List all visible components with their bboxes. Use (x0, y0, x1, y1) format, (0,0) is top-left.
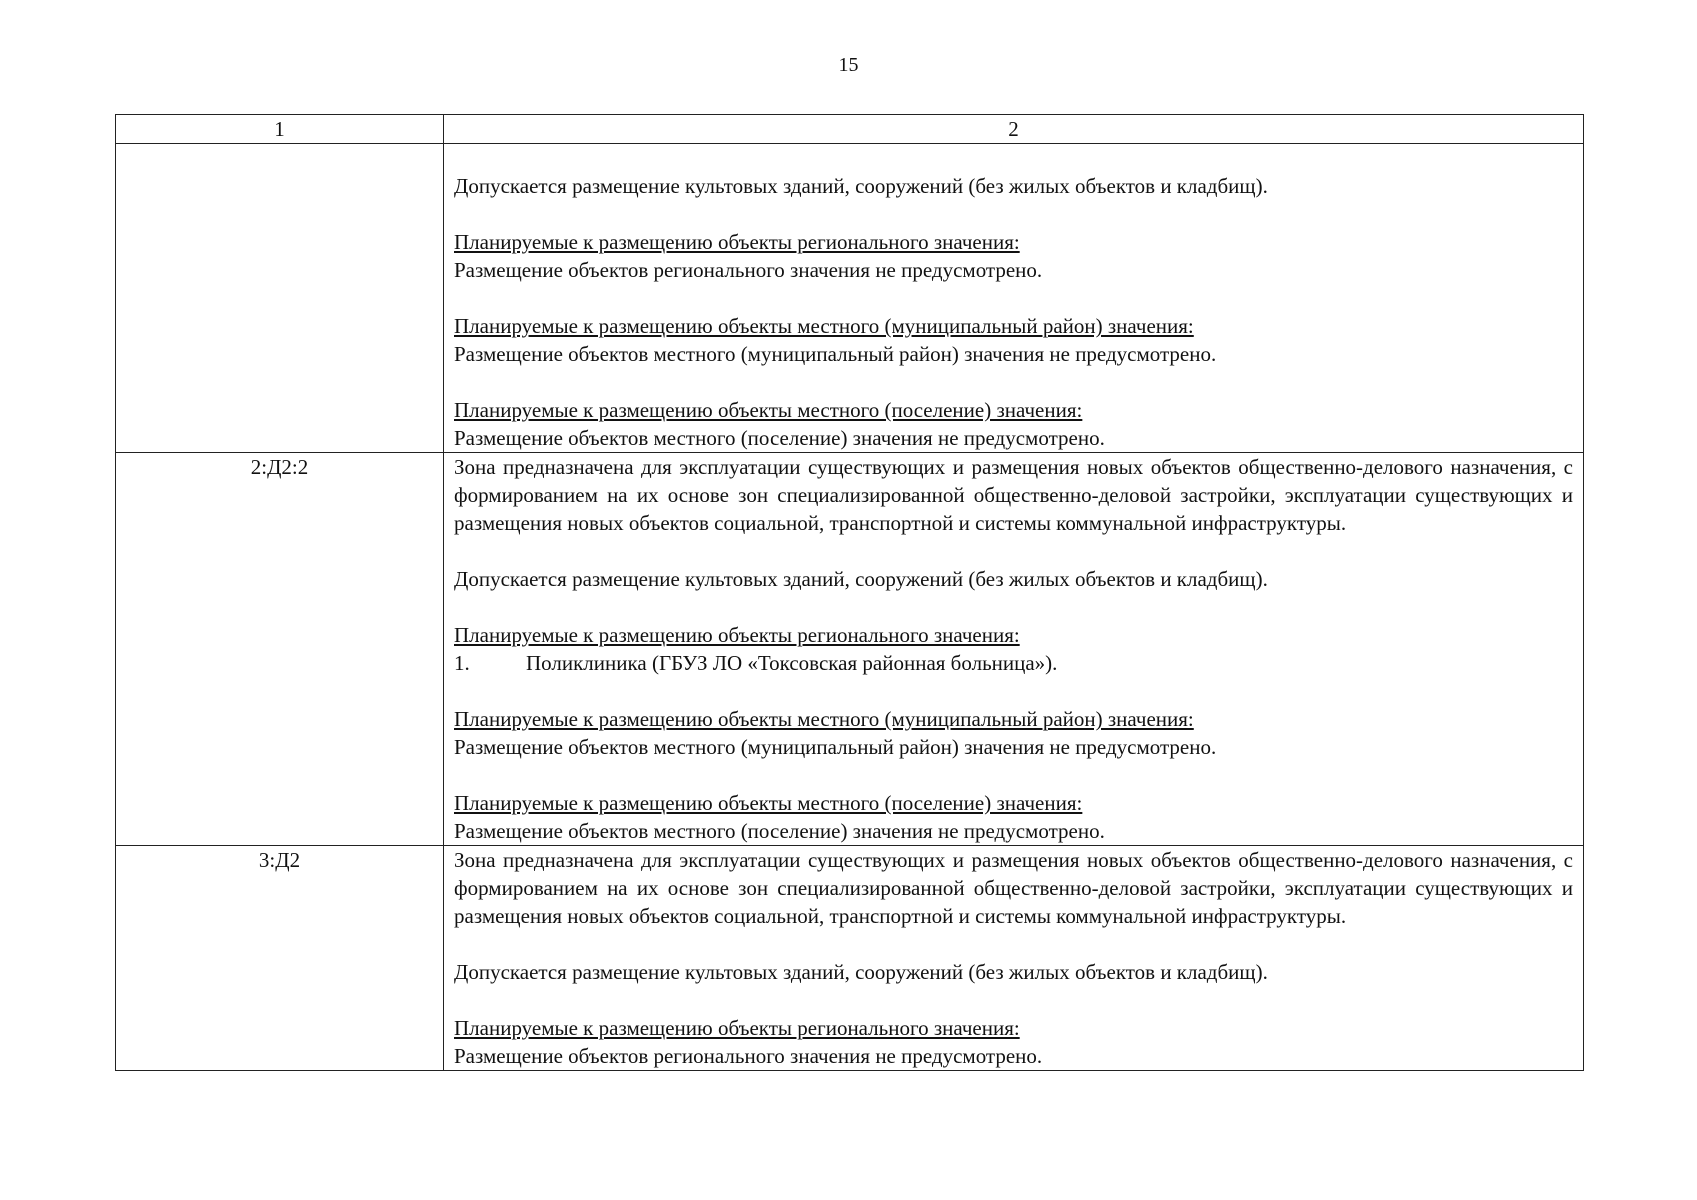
spacer (454, 144, 1573, 172)
regional-heading: Планируемые к размещению объекты регионального значения: (454, 230, 1020, 254)
spacer (454, 537, 1573, 565)
settlement-text: Размещение объектов местного (поселение) значения не предусмотрено. (454, 819, 1105, 843)
settlement-heading: Планируемые к размещению объекты местного (поселение) значения: (454, 398, 1083, 422)
spacer (454, 200, 1573, 228)
page-number: 15 (838, 54, 859, 76)
settlement-text: Размещение объектов местного (поселение) значения не предусмотрено. (454, 426, 1105, 450)
list-item-number: 1. (454, 651, 470, 675)
zone-description-cell (444, 144, 1584, 453)
purpose-text: Зона предназначена для эксплуатации существующих и размещения новых объектов общественно-делового назначения, с формированием на их основе зон специализированной общественно-деловой застройки, эксплуатации существующих и размещения новых объектов социальной, транспортной и системы коммунальной инфраструктуры. (454, 848, 1573, 928)
zone-code-cell: 2:Д2:2 (116, 453, 444, 846)
spacer (454, 930, 1573, 958)
list-item-text: Поликлиника (ГБУЗ ЛО «Токсовская районная больница»). (526, 651, 1058, 675)
list-item (454, 649, 1573, 677)
zones-table (115, 114, 1584, 1071)
column-header-1: 1 (116, 115, 444, 144)
table-row (116, 453, 1584, 846)
district-text: Размещение объектов местного (муниципальный район) значения не предусмотрено. (454, 342, 1217, 366)
table-row (116, 846, 1584, 1071)
spacer (454, 986, 1573, 1014)
settlement-heading: Планируемые к размещению объекты местного (поселение) значения: (454, 791, 1083, 815)
table-row (116, 144, 1584, 453)
zone-description-cell (444, 846, 1584, 1071)
purpose-text: Зона предназначена для эксплуатации существующих и размещения новых объектов общественно-делового назначения, с формированием на их основе зон специализированной общественно-деловой застройки, эксплуатации существующих и размещения новых объектов социальной, транспортной и системы коммунальной инфраструктуры. (454, 455, 1573, 535)
regional-text: Размещение объектов регионального значения не предусмотрено. (454, 258, 1043, 282)
zone-code-cell: 3:Д2 (116, 846, 444, 1071)
allowed-text: Допускается размещение культовых зданий, сооружений (без жилых объектов и кладбищ). (454, 567, 1268, 591)
spacer (454, 368, 1573, 396)
spacer (454, 761, 1573, 789)
spacer (454, 284, 1573, 312)
district-text: Размещение объектов местного (муниципальный район) значения не предусмотрено. (454, 735, 1217, 759)
spacer (454, 593, 1573, 621)
column-header-2: 2 (444, 115, 1584, 144)
allowed-text: Допускается размещение культовых зданий, сооружений (без жилых объектов и кладбищ). (454, 960, 1268, 984)
table-header-row (116, 115, 1584, 144)
zone-description-cell (444, 453, 1584, 846)
allowed-text: Допускается размещение культовых зданий, сооружений (без жилых объектов и кладбищ). (454, 174, 1268, 198)
zone-code-cell (116, 144, 444, 453)
regional-heading: Планируемые к размещению объекты регионального значения: (454, 623, 1020, 647)
regional-text: Размещение объектов регионального значения не предусмотрено. (454, 1044, 1043, 1068)
district-heading: Планируемые к размещению объекты местного (муниципальный район) значения: (454, 314, 1194, 338)
spacer (454, 677, 1573, 705)
regional-heading: Планируемые к размещению объекты регионального значения: (454, 1016, 1020, 1040)
district-heading: Планируемые к размещению объекты местного (муниципальный район) значения: (454, 707, 1194, 731)
